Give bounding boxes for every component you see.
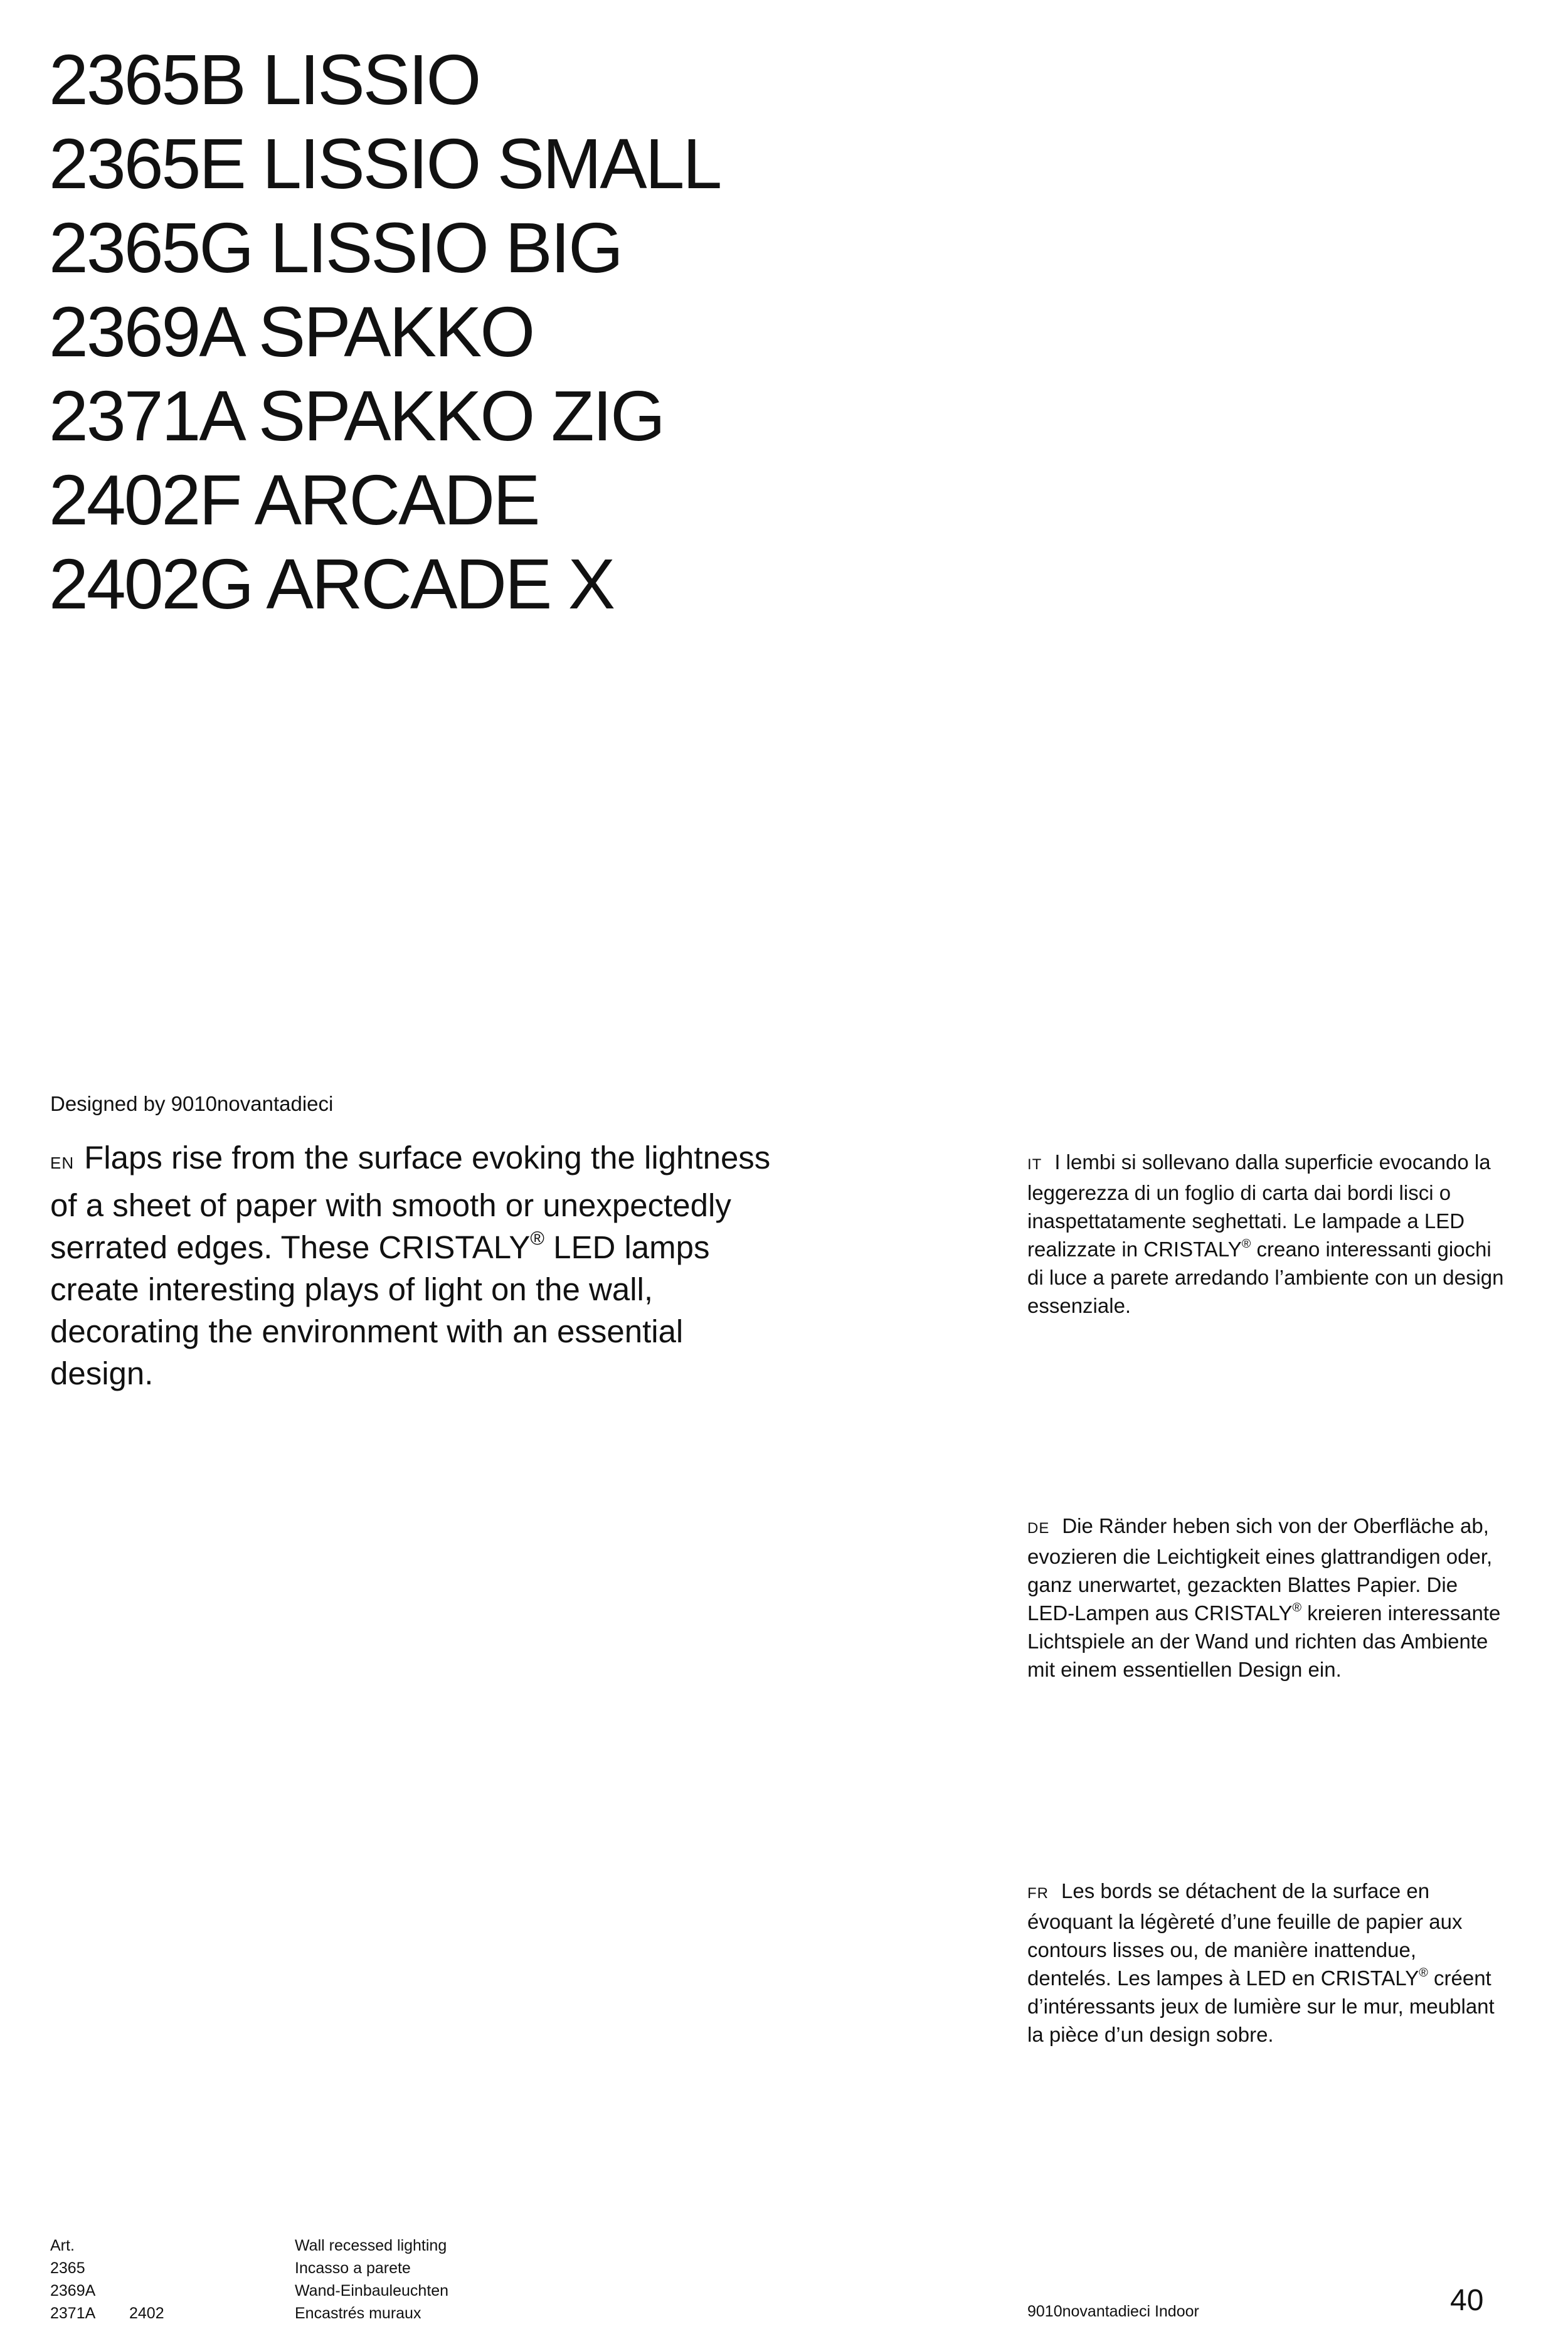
article-label: Art. <box>50 2237 75 2254</box>
registered-mark: ® <box>1241 1237 1251 1251</box>
registered-mark: ® <box>1292 1601 1302 1615</box>
description-it-text-end: creano interessanti giochi di luce a parete arredando l’ambiente con un design essenziale. <box>1027 1238 1504 1317</box>
page-number: 40 <box>1450 2284 1484 2317</box>
article-numbers <box>50 2234 164 2325</box>
description-en-text-start: Flaps rise from the surface evoking the lightness of a sheet of paper with smooth or unexpectedly serrated edges. These CRISTALY <box>50 1140 771 1265</box>
description-en-text-end: LED lamps create interesting plays of light on the wall, decorating the environment with an essential design. <box>50 1229 710 1391</box>
product-title: 2369A SPAKKO <box>49 292 534 371</box>
article-label-row <box>50 2234 164 2257</box>
description-de-text-start: Die Ränder heben sich von der Oberfläche ab, evozieren die Leichtigkeit eines glattrandigen oder, ganz unerwartet, gezackten Blattes Papier. Die LED-Lampen aus CRISTALY <box>1027 1514 1493 1625</box>
description-en <box>50 1137 790 1394</box>
article-number: 2369A <box>50 2282 96 2300</box>
description-fr-text-start: Les bords se détachent de la surface en évoquant la légèreté d’une feuille de papier aux contours lisses ou, de manière inattendue, dentelés. Les lampes à LED en CRISTALY <box>1027 1879 1463 1990</box>
category-label: Wand-Einbauleuchten <box>295 2282 449 2300</box>
category-list <box>295 2234 448 2325</box>
article-number: 2371A <box>50 2305 96 2322</box>
collection-name: 9010novantadieci Indoor <box>1027 2303 1199 2320</box>
category-label: Encastrés muraux <box>295 2305 421 2322</box>
registered-mark: ® <box>1419 1966 1428 1980</box>
language-tag-fr: FR <box>1027 1885 1049 1902</box>
category-label: Incasso a parete <box>295 2259 411 2277</box>
language-tag-de: DE <box>1027 1520 1050 1537</box>
description-de <box>1027 1512 1504 1684</box>
description-fr <box>1027 1877 1504 2049</box>
article-row <box>50 2302 164 2325</box>
description-de-text-end: kreieren interessante Lichtspiele an der Wand und richten das Ambiente mit einem essentiellen Design ein. <box>1027 1601 1501 1681</box>
description-fr-text-end: créent d’intéressants jeux de lumière sur le mur, meublant la pièce d’un design sobre. <box>1027 1966 1495 2046</box>
article-number: 2402 <box>129 2305 164 2322</box>
registered-mark: ® <box>530 1228 544 1249</box>
product-title: 2371A SPAKKO ZIG <box>49 376 664 455</box>
product-title: 2402F ARCADE <box>49 460 539 539</box>
description-it-text-start: I lembi si sollevano dalla superficie evocando la leggerezza di un foglio di carta dai bordi lisci o inaspettatamente seghettati. Le lampade a LED realizzate in CRISTALY <box>1027 1150 1491 1261</box>
product-title: 2365G LISSIO BIG <box>49 208 622 287</box>
designer-credit: Designed by 9010novantadieci <box>50 1092 334 1115</box>
language-tag-en: EN <box>50 1154 75 1172</box>
product-title: 2402G ARCADE X <box>49 544 614 623</box>
product-title: 2365E LISSIO SMALL <box>49 124 721 203</box>
language-tag-it: IT <box>1027 1156 1042 1173</box>
product-title: 2365B LISSIO <box>49 40 480 119</box>
article-row <box>50 2257 164 2279</box>
category-label: Wall recessed lighting <box>295 2237 447 2254</box>
article-number: 2365 <box>50 2259 85 2277</box>
product-title-list <box>49 38 720 626</box>
description-it <box>1027 1148 1504 1320</box>
article-row <box>50 2279 164 2302</box>
